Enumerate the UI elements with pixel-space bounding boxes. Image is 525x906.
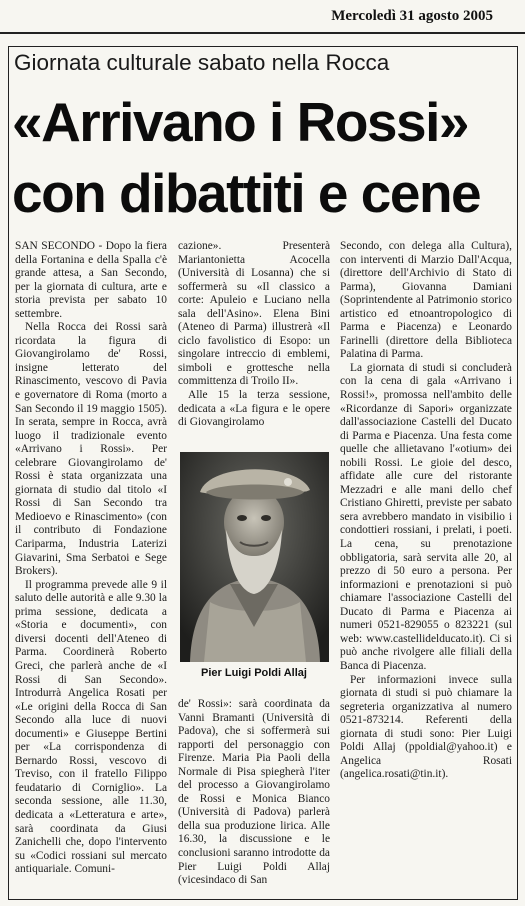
article-kicker: Giornata culturale sabato nella Rocca [14, 50, 390, 75]
paragraph: La giornata di studi si concluderà con la cena di gala «Arrivano i Rossi!», promossa nell'ambito delle «Ricordanze di Sapori» organizzate dall'associazione Castelli del Ducato di Parma e Piacenza. Una festa come quelle che allietavano l'«otium» dei nobili Rossi. Le gioie del desco, affidate alle cure del ristorante Mezzadri e alle mani dello chef Cristiano Ghiretti, previste per sabato sera avrebbero mandato in visibilio i condottieri rossiani, i prelati, i poeti. La cena, su prenotazione obbligatoria, sarà servita alle 20, al prezzo di 50 euro a persona. Per informazioni e prenotazioni si può chiamare l'associazione Castelli del Ducato di Parma e Piacenza ai numeri 0521-829055 o 823221 (sul web: www.castellidelducato.it). Ci si può anche rivolgere alle filiali della Banca di Piacenza. [340, 361, 512, 672]
issue-date: Mercoledì 31 agosto 2005 [331, 8, 493, 24]
paragraph: Il programma prevede alle 9 il saluto delle autorità e alle 9.30 la prima sessione, dedicata a «Storia e documenti», con diversi docenti dell'Ateneo di Parma. Coordinerà Roberto Greci, che parlerà anche de «I Rossi di San Secondo». Introdurrà Angelica Rosati per «Le origini della Rocca di San Secondo alla luce di nuovi documenti» e Giuseppe Bertini per «La corrispondenza di Bernardo Rossi, vescovo di Treviso, con il fratello Filippo feudatario di Corniglio». La seconda sessione, alle 11.30, dedicata a «Letteratura e arte», sarà coordinata da Giusi Zanichelli che, dopo l'intervento su «Codici rossiani sul mercato antiquariale. Comuni- [15, 578, 167, 876]
paragraph: cazione». Presenterà Mariantonietta Acocella (Università di Losanna) che si soffermerà su «Il classico a corte: Apuleio e Luciano nella sala dell'Asino». Elena Bini (Ateneo di Parma) illustrerà «Il ciclo favolistico di Esopo: un singolare intreccio di emblemi, simboli e grottesche nella committenza di Troilo II». [178, 240, 330, 388]
photo-caption: Pier Luigi Poldi Allaj [201, 667, 307, 679]
paragraph: SAN SECONDO - Dopo la fiera della Fortanina e della Spalla c'è grande attesa, a San Secondo, per la giornata di cultura, arte e storia prevista per sabato 10 settembre. [15, 240, 167, 320]
portrait-photo [180, 452, 329, 662]
headline-line-2: con dibattiti e cene [12, 162, 481, 224]
paragraph: Alle 15 la terza sessione, dedicata a «La figura e le opere di Giovangirolamo [178, 389, 330, 429]
headline-line-1: «Arrivano i Rossi» [12, 91, 468, 153]
column-2-top [178, 240, 330, 438]
paragraph: Per informazioni invece sulla giornata di studi si può chiamare la segreteria organizzativa al numero 0521-873214. Referenti della giornata di studi sono: Pier Luigi Poldi Allaj (ppoldial@yahoo.it) e Angelica Rosati (angelica.rosati@tin.it). [340, 673, 512, 781]
column-2-bottom [178, 698, 330, 892]
paragraph: Nella Rocca dei Rossi sarà ricordata la figura di Giovangirolamo de' Rossi, insigne letterato del Rinascimento, vescovo di Pavia e governatore di Roma (morto a San Secondo il 19 maggio 1505). In serata, sempre in Rocca, avrà luogo il tradizionale evento «Arrivano i Rossi». Per celebrare Giovangirolamo de' Rossi è stata organizzata una giornata di studio dal titolo «I Rossi di San Secondo tra Medioevo e Rinascimento» (con il contributo di Fondazione Cariparma, Industria Laterizi Giavarini, Sma Serbatoi e Sege Brokers). [15, 321, 167, 578]
paragraph: de' Rossi»: sarà coordinata da Vanni Bramanti (Università di Padova), che si soffermerà sui rapporti del personaggio con Firenze. Maria Pia Paoli della Normale di Pisa spiegherà l'iter del processo a Giovangirolamo de Rossi e Monica Bianco (Università di Padova) parlerà della sua produzione lirica. Alle 16.30, la discussione e le conclusioni saranno introdotte da Pier Luigi Poldi Allaj (vicesindaco di San [178, 698, 330, 887]
column-1 [15, 240, 167, 890]
header-rule [0, 32, 525, 34]
column-3 [340, 240, 512, 892]
paragraph: Secondo, con delega alla Cultura), con interventi di Marzio Dall'Acqua, (direttore dell'Archivio di Stato di Parma), Giovanna Damiani (Soprintendente al Patrimonio storico artistico ed etnoantropologico di Parma e Piacenza) e Leonardo Farinelli (direttore della Biblioteca Palatina di Parma. [340, 240, 512, 361]
